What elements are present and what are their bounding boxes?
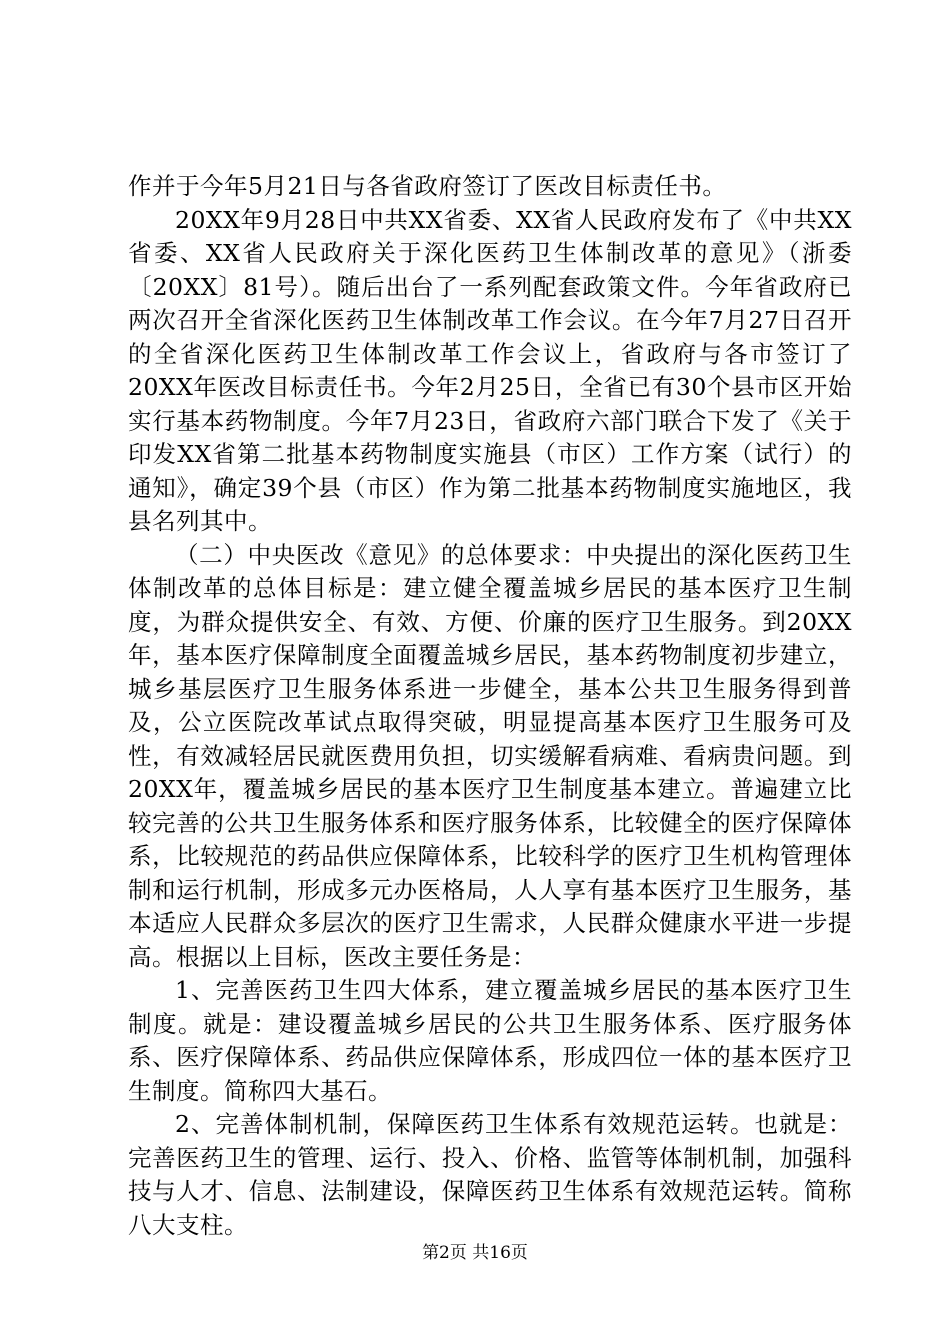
paragraph-4: 1、完善医药卫生四大体系，建立覆盖城乡居民的基本医疗卫生制度。就是：建设覆盖城乡居民的公共卫生服务体系、医疗服务体系、医疗保障体系、药品供应保障体系，形成四位一体的基本医疗卫生制度。简称四大基石。 bbox=[128, 976, 852, 1105]
paragraph-1: 作并于今年5月21日与各省政府签订了医改目标责任书。 bbox=[128, 172, 727, 200]
page-footer bbox=[0, 1242, 950, 1264]
paragraph-3: （二）中央医改《意见》的总体要求：中央提出的深化医药卫生体制改革的总体目标是：建立健全覆盖城乡居民的基本医疗卫生制度，为群众提供安全、有效、方便、价廉的医疗卫生服务。到20XX年，基本医疗保障制度全面覆盖城乡居民，基本药物制度初步建立，城乡基层医疗卫生服务体系进一步健全，基本公共卫生服务得到普及，公立医院改革试点取得突破，明显提高基本医疗卫生服务可及性，有效减轻居民就医费用负担，切实缓解看病难、看病贵问题。到20XX年，覆盖城乡居民的基本医疗卫生制度基本建立。普遍建立比较完善的公共卫生服务体系和医疗服务体系，比较健全的医疗保障体系，比较规范的药品供应保障体系，比较科学的医疗卫生机构管理体制和运行机制，形成多元办医格局，人人享有基本医疗卫生服务，基本适应人民群众多层次的医疗卫生需求，人民群众健康水平进一步提高。根据以上目标，医改主要任务是： bbox=[128, 540, 852, 971]
document-body bbox=[128, 170, 852, 1242]
paragraph-2: 20XX年9月28日中共XX省委、XX省人民政府发布了《中共XX省委、XX省人民政府关于深化医药卫生体制改革的意见》（浙委〔20XX〕81号）。随后出台了一系列配套政策文件。今年省政府已两次召开全省深化医药卫生体制改革工作会议。在今年7月27日召开的全省深化医药卫生体制改革工作会议上，省政府与各市签订了20XX年医改目标责任书。今年2月25日，全省已有30个县市区开始实行基本药物制度。今年7月23日，省政府六部门联合下发了《关于印发XX省第二批基本药物制度实施县（市区）工作方案（试行）的通知》，确定39个县（市区）作为第二批基本药物制度实施地区，我县名列其中。 bbox=[128, 205, 852, 535]
paragraph-5: 2、完善体制机制，保障医药卫生体系有效规范运转。也就是：完善医药卫生的管理、运行、投入、价格、监管等体制机制，加强科技与人才、信息、法制建设，保障医药卫生体系有效规范运转。简称八大支柱。 bbox=[128, 1110, 852, 1239]
page-number-label: 第2页 共16页 bbox=[422, 1243, 528, 1263]
